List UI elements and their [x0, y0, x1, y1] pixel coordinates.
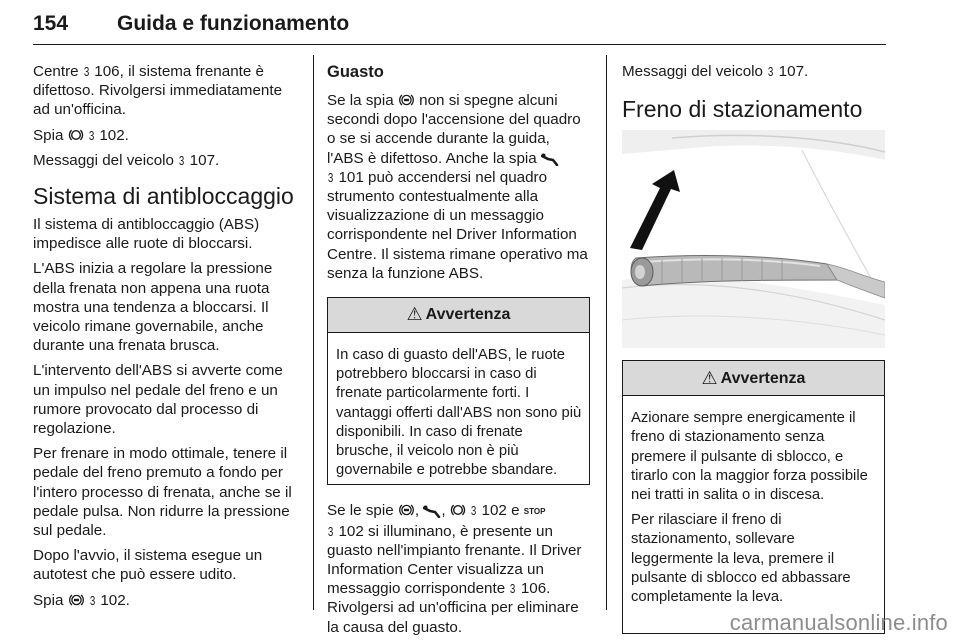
paragraph: Messaggi del veicolo 3 107.: [33, 151, 220, 169]
paragraph: Messaggi del veicolo 3 107.: [622, 63, 809, 80]
column-1: [33, 62, 298, 616]
page-ref-link[interactable]: 102: [100, 591, 126, 609]
wrench-service-icon: [541, 152, 559, 166]
section-heading: Freno di stazionamento: [622, 96, 863, 123]
column-2: [327, 62, 590, 643]
xref-arrow-icon: 3: [327, 169, 334, 185]
paragraph: Il sistema di antibloccaggio (ABS) impedisce alle ruote di bloccarsi.: [33, 216, 260, 253]
warning-box: [327, 297, 590, 485]
page-header: [33, 8, 886, 45]
page-ref-link[interactable]: 107: [189, 151, 216, 169]
page-number: 154: [33, 12, 69, 35]
parking-brake-illustration: [622, 130, 885, 348]
abs-warning-icon: [68, 592, 85, 608]
wrench-service-icon: [423, 504, 441, 518]
page-ref-link[interactable]: 102: [481, 502, 507, 520]
paragraph: Dopo l'avvio, il sistema esegue un autotest che può essere udito.: [33, 547, 263, 584]
paragraph: Se le spie , , 3 102 e STOP 3 102 si illuminano, è presente un guasto nell'impianto frenante. Il Driver Information Center visualizza un messaggio corrispondente 3 106. Rivolgersi ad un'officina per eliminare la causa del guasto.: [327, 502, 582, 636]
warning-triangle-icon: ⚠: [406, 304, 423, 325]
brake-system-warning-icon: [450, 502, 466, 518]
page-ref-link[interactable]: 107: [778, 63, 805, 80]
page-ref-link[interactable]: 102: [99, 126, 125, 144]
xref-arrow-icon: 3: [510, 581, 516, 597]
warning-header: [623, 361, 884, 396]
column-3: [622, 62, 885, 634]
paragraph: L'ABS inizia a regolare la pressione della frenata non appena una ruota mostra una tendenza a bloccarsi. Il veicolo rimane governabile, anche durante una frenata brusca.: [33, 260, 273, 355]
warning-triangle-icon: ⚠: [701, 367, 718, 388]
warning-box: [622, 360, 885, 634]
paragraph: Spia 3 102.: [33, 126, 129, 144]
abs-warning-icon: [398, 92, 415, 108]
xref-arrow-icon: 3: [768, 64, 774, 79]
watermark: carmanualsonline.info: [729, 610, 948, 635]
paragraph: Centre 3 106, il sistema frenante è difettoso. Rivolgersi immediatamente ad un'officina.: [33, 63, 283, 119]
paragraph: Per frenare in modo ottimale, tenere il pedale del freno premuto a fondo per l'intero processo di frenata, anche se il pedale pulsa. Non ridurre la pressione sul pedale.: [33, 445, 292, 540]
warning-title: Avvertenza: [720, 369, 806, 387]
abs-warning-icon: [398, 502, 415, 518]
section-heading: Sistema di antibloccaggio: [33, 183, 294, 210]
page-ref-link[interactable]: 102: [338, 522, 364, 540]
xref-arrow-icon: 3: [470, 503, 477, 519]
subsection-heading: Guasto: [327, 63, 384, 81]
page-ref-link[interactable]: 101: [338, 168, 364, 186]
warning-text: Azionare sempre energicamente il freno di stazionamento senza premere il pulsante di sblocco, e tirarlo con la maggior forza possibile nei tratti in salita o in discesa.: [631, 410, 868, 504]
xref-arrow-icon: 3: [83, 64, 90, 79]
paragraph: L'intervento dell'ABS si avverte come un impulso nel pedale del freno e un rumore provocato dal processo di regolazione.: [33, 362, 283, 438]
page-ref-link[interactable]: 106: [520, 580, 547, 598]
page-title: Guida e funzionamento: [117, 12, 350, 35]
xref-arrow-icon: 3: [89, 592, 96, 608]
xref-arrow-icon: 3: [327, 523, 334, 539]
column-divider: [313, 55, 314, 610]
warning-text: In caso di guasto dell'ABS, le ruote potrebbero bloccarsi in caso di frenate particolarmente forti. I vantaggi offerti dall'ABS non sono più disponibili. In caso di frenate brusche, il veicolo non è più governabile e potrebbe sbandare.: [336, 347, 582, 479]
paragraph: Spia 3 102.: [33, 591, 130, 609]
warning-title: Avvertenza: [425, 306, 511, 324]
xref-arrow-icon: 3: [88, 127, 95, 143]
page-ref-link[interactable]: 106: [94, 63, 120, 80]
stop-warning-icon: STOP: [523, 507, 546, 517]
warning-header: [328, 298, 589, 333]
paragraph: Se la spia non si spegne alcuni secondi dopo l'accensione del quadro o se si accende durante la guida, l'ABS è difettoso. Anche la spia 3 101 può accendersi nel quadro strumento contestualmente alla visualizzazione di un messaggio corrispondente nel Driver Information Centre. Il sistema rimane operativo ma senza la funzione ABS.: [327, 92, 588, 282]
warning-text: Per rilasciare il freno di stazionamento, sollevare leggermente la leva, premere il pulsante di sblocco ed abbassare completamente la leva.: [631, 512, 851, 606]
brake-system-warning-icon: [68, 127, 84, 143]
xref-arrow-icon: 3: [179, 152, 185, 168]
column-divider: [606, 55, 607, 610]
